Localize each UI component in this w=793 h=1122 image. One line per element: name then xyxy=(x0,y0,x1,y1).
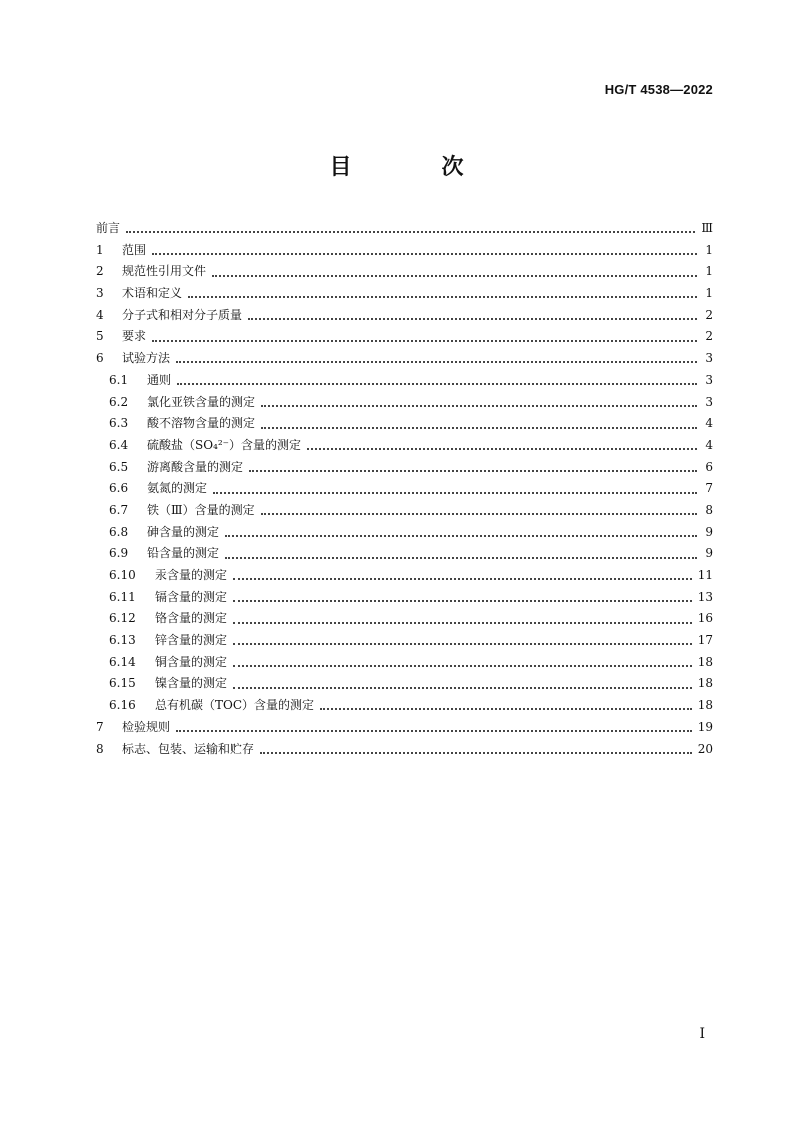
toc-entry-number: 6.16 xyxy=(109,698,136,713)
toc-entry[interactable] xyxy=(96,630,713,652)
toc-entry-number: 6.1 xyxy=(109,372,129,387)
toc-entry-page: 4 xyxy=(705,437,713,452)
dot-leader xyxy=(188,295,697,298)
toc-entry[interactable] xyxy=(96,218,713,240)
page-title: 目 次 xyxy=(329,154,498,180)
dot-leader xyxy=(260,751,692,754)
toc-entry-page: 2 xyxy=(705,307,713,322)
toc-entry[interactable] xyxy=(96,305,713,327)
toc-entry[interactable] xyxy=(96,392,713,414)
toc-entry-number: 6 xyxy=(96,351,104,366)
dot-leader xyxy=(176,729,692,732)
toc-entry-page: 18 xyxy=(697,698,713,713)
toc-entry-page: 9 xyxy=(705,524,713,539)
toc-entry[interactable] xyxy=(96,283,713,305)
toc-entry-label: 铁（Ⅲ）含量的测定 xyxy=(147,502,255,517)
dot-leader xyxy=(248,317,697,320)
toc-entry-page: 11 xyxy=(697,568,713,582)
toc-entry-label: 铬含量的测定 xyxy=(155,611,228,626)
toc-entry-number: 6.12 xyxy=(109,611,136,626)
dot-leader xyxy=(261,512,697,515)
toc-entry-page: 18 xyxy=(697,654,713,669)
dot-leader xyxy=(233,621,692,624)
toc-entry-label: 铜含量的测定 xyxy=(155,654,228,669)
dot-leader xyxy=(152,252,697,255)
toc-entry-label: 镍含量的测定 xyxy=(155,676,228,691)
toc-entry-number: 7 xyxy=(96,719,104,734)
toc-entry[interactable] xyxy=(96,370,713,392)
toc-entry-number: 6.9 xyxy=(109,546,129,561)
toc-entry[interactable] xyxy=(96,543,713,565)
dot-leader xyxy=(233,642,692,645)
toc-entry-label: 范围 xyxy=(122,242,147,257)
dot-leader xyxy=(126,230,695,233)
toc-entry-number: 6.5 xyxy=(109,459,129,474)
toc-entry-label: 通则 xyxy=(147,372,172,387)
toc-entry-number: 6.15 xyxy=(109,676,136,691)
toc-entry-label: 检验规则 xyxy=(122,719,171,734)
toc-entry-page: 16 xyxy=(697,611,713,626)
toc-entry-number: 6.3 xyxy=(109,416,129,431)
toc-entry-page: 3 xyxy=(705,372,713,387)
toc-entry[interactable] xyxy=(96,565,713,587)
toc-entry[interactable] xyxy=(96,673,713,695)
toc-entry-page: Ⅲ xyxy=(701,221,713,235)
dot-leader xyxy=(261,426,697,429)
toc-entry-page: 2 xyxy=(705,329,713,344)
toc-entry-number: 6.11 xyxy=(109,589,136,604)
toc-entry[interactable] xyxy=(96,739,713,761)
toc-entry-label: 总有机碳（TOC）含量的测定 xyxy=(155,698,315,713)
toc-entry-label: 镉含量的测定 xyxy=(155,589,228,604)
toc-entry-number: 4 xyxy=(96,307,104,322)
toc-entry[interactable] xyxy=(96,587,713,609)
toc-entry-label: 汞含量的测定 xyxy=(155,568,228,582)
dot-leader xyxy=(225,534,697,537)
toc-entry-page: 13 xyxy=(697,589,713,604)
dot-leader xyxy=(212,274,697,277)
toc-entry-page: 3 xyxy=(705,351,713,366)
toc-entry-label: 锌含量的测定 xyxy=(155,633,228,648)
toc-entry[interactable] xyxy=(96,435,713,457)
toc-entry[interactable] xyxy=(96,240,713,262)
table-of-contents xyxy=(96,218,713,760)
toc-entry-label: 酸不溶物含量的测定 xyxy=(147,416,256,431)
toc-entry[interactable] xyxy=(96,695,713,717)
toc-entry-page: 3 xyxy=(705,394,713,409)
toc-entry-label: 标志、包装、运输和贮存 xyxy=(122,741,255,756)
page-folio: I xyxy=(699,1026,705,1042)
toc-entry-label: 术语和定义 xyxy=(122,286,183,301)
toc-entry[interactable] xyxy=(96,522,713,544)
toc-entry-number: 6.4 xyxy=(109,437,129,452)
dot-leader xyxy=(177,382,697,385)
dot-leader xyxy=(152,339,697,342)
toc-entry-number: 6.10 xyxy=(109,568,136,582)
dot-leader xyxy=(261,404,697,407)
toc-entry-label: 要求 xyxy=(122,329,147,344)
toc-entry-label: 氨氮的测定 xyxy=(147,481,208,496)
dot-leader xyxy=(320,707,692,710)
toc-entry[interactable] xyxy=(96,348,713,370)
standard-code: HG/T 4538—2022 xyxy=(604,82,713,97)
toc-entry[interactable] xyxy=(96,500,713,522)
toc-entry-page: 6 xyxy=(705,459,713,474)
toc-entry-number: 6.14 xyxy=(109,654,136,669)
toc-entry-page: 4 xyxy=(705,416,713,431)
toc-entry-page: 1 xyxy=(705,264,713,279)
dot-leader xyxy=(233,686,692,689)
toc-entry[interactable] xyxy=(96,457,713,479)
toc-entry-label: 规范性引用文件 xyxy=(122,264,207,279)
dot-leader xyxy=(249,469,697,472)
toc-entry-number: 6.2 xyxy=(109,394,129,409)
toc-entry-number: 6.13 xyxy=(109,633,136,648)
toc-entry[interactable] xyxy=(96,261,713,283)
dot-leader xyxy=(233,599,692,602)
toc-entry-label: 铅含量的测定 xyxy=(147,546,220,561)
dot-leader xyxy=(225,556,697,559)
toc-entry-page: 7 xyxy=(705,481,713,496)
toc-entry-label: 分子式和相对分子质量 xyxy=(122,307,243,322)
toc-entry[interactable] xyxy=(96,413,713,435)
toc-entry-number: 3 xyxy=(96,286,104,301)
toc-entry-page: 8 xyxy=(705,502,713,517)
toc-entry-number: 5 xyxy=(96,329,104,344)
toc-entry-page: 1 xyxy=(705,242,713,257)
toc-entry-label: 前言 xyxy=(96,221,121,235)
toc-entry-number: 6.8 xyxy=(109,524,129,539)
toc-entry-label: 试验方法 xyxy=(122,351,171,366)
dot-leader xyxy=(307,447,697,450)
toc-entry[interactable] xyxy=(96,608,713,630)
toc-entry-page: 19 xyxy=(697,719,713,734)
toc-entry-page: 20 xyxy=(697,741,713,756)
toc-entry[interactable] xyxy=(96,478,713,500)
toc-entry[interactable] xyxy=(96,652,713,674)
toc-entry-number: 6.7 xyxy=(109,502,129,517)
toc-entry-number: 8 xyxy=(96,741,104,756)
dot-leader xyxy=(233,577,692,580)
toc-entry-number: 2 xyxy=(96,264,104,279)
toc-entry-label: 砷含量的测定 xyxy=(147,524,220,539)
toc-entry[interactable] xyxy=(96,326,713,348)
toc-entry-page: 17 xyxy=(697,633,713,648)
toc-entry-label: 氯化亚铁含量的测定 xyxy=(147,394,256,409)
toc-entry-label: 硫酸盐（SO₄²⁻）含量的测定 xyxy=(147,437,302,452)
toc-entry-page: 1 xyxy=(705,286,713,301)
toc-entry-page: 18 xyxy=(697,676,713,691)
toc-entry-label: 游离酸含量的测定 xyxy=(147,459,244,474)
toc-entry-number: 6.6 xyxy=(109,481,129,496)
dot-leader xyxy=(213,491,697,494)
dot-leader xyxy=(233,664,692,667)
toc-entry-page: 9 xyxy=(705,546,713,561)
dot-leader xyxy=(176,360,697,363)
toc-entry[interactable] xyxy=(96,717,713,739)
toc-entry-number: 1 xyxy=(96,242,104,257)
